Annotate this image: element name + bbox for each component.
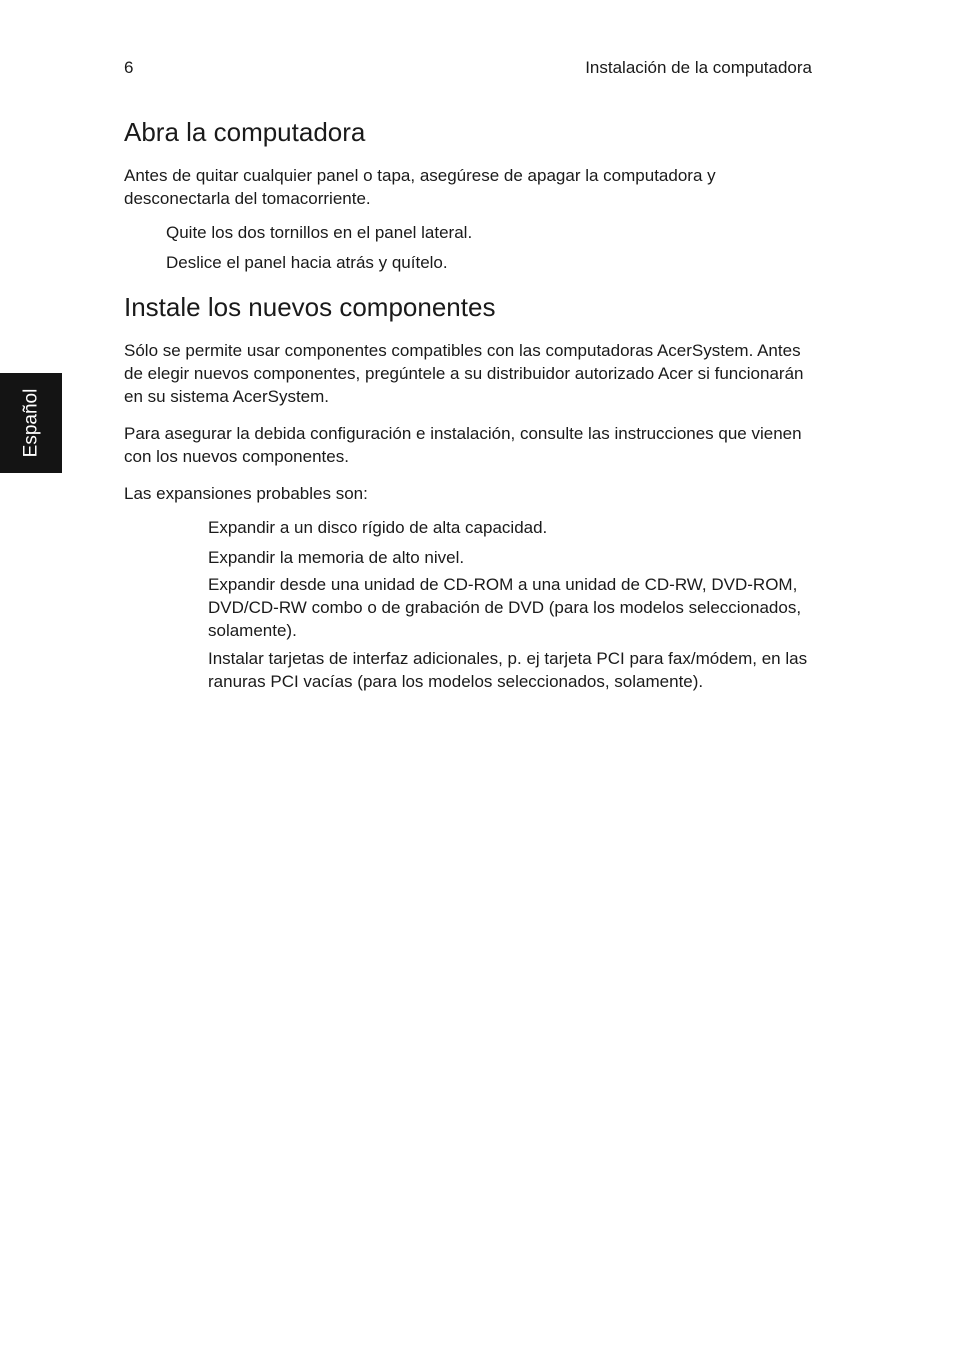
expansion-item: Expandir desde una unidad de CD-ROM a una unidad de CD-RW, DVD-ROM, DVD/CD-RW combo o de grabación de DVD (para los modelos seleccionados, solamente). [208, 575, 802, 640]
running-header: Instalación de la computadora [585, 58, 812, 77]
page-number: 6 [124, 58, 134, 77]
step-item: Quite los dos tornillos en el panel lateral. [166, 223, 473, 242]
language-tab [0, 373, 62, 473]
section-title-install: Instale los nuevos componentes [124, 292, 496, 322]
expansion-item: Instalar tarjetas de interfaz adicionales, p. ej tarjeta PCI para fax/módem, en las ranuras PCI vacías (para los modelos seleccionados, solamente). [208, 649, 808, 691]
install-paragraph-compat: Sólo se permite usar componentes compatibles con las computadoras AcerSystem. Antes de elegir nuevos componentes, pregúntele a su distribuidor autorizado Acer si funcionarán en su sistema AcerSystem. [124, 341, 804, 406]
expansion-item: Expandir la memoria de alto nivel. [208, 548, 465, 567]
expansions-intro: Las expansiones probables son: [124, 484, 368, 503]
step-item: Deslice el panel hacia atrás y quítelo. [166, 253, 448, 272]
open-intro: Antes de quitar cualquier panel o tapa, asegúrese de apagar la computadora y desconectarla del tomacorriente. [124, 166, 716, 208]
section-title-open: Abra la computadora [124, 117, 366, 147]
language-tab-label: Español [20, 388, 42, 458]
expansion-item: Expandir a un disco rígido de alta capacidad. [208, 518, 548, 537]
install-paragraph-config: Para asegurar la debida configuración e instalación, consulte las instrucciones que vienen con los nuevos componentes. [124, 424, 802, 466]
